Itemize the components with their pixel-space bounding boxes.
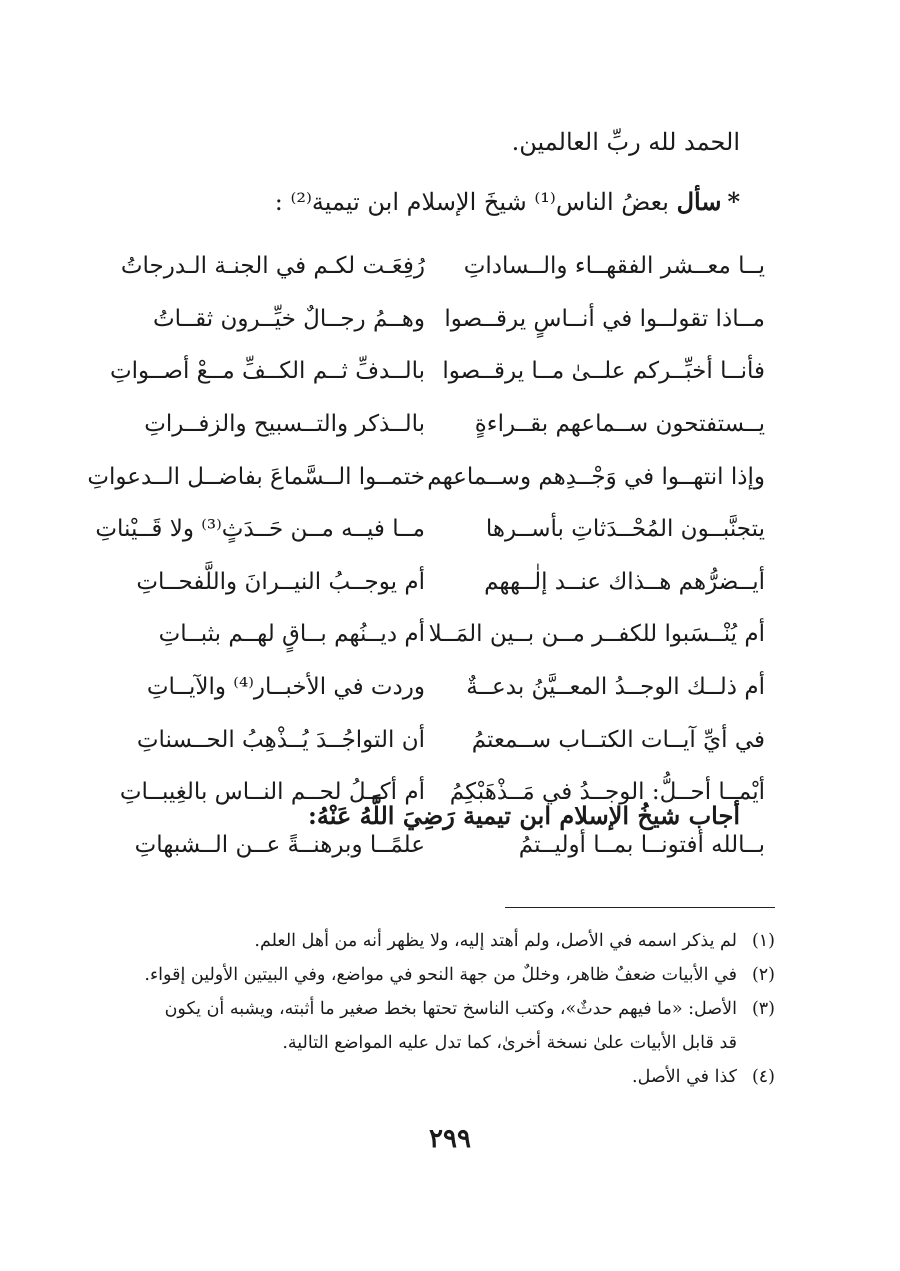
footnote: [115, 924, 775, 958]
verse-first-hemistich: بــالله أفتونــا بمــا أوليــتمُ: [518, 831, 765, 858]
verse-second-hemistich: أم يوجــبُ النيــرانَ واللَّفحــاتِ: [136, 568, 425, 595]
poem-verse: [125, 608, 765, 661]
verse-second-hemistich: علمًــا وبرهنــةً عــن الــشبهاتِ: [134, 831, 425, 858]
poem-verse: [125, 556, 765, 609]
verse-second-hemistich: أن التواجُــدَ يُــذْهِبُ الحــسناتِ: [136, 726, 425, 753]
question-text: بعضُ الناس⁽¹⁾ شيخَ الإسلام ابن تيمية⁽²⁾ :: [274, 188, 677, 216]
footnote: [115, 958, 775, 992]
verse-second-hemistich: ختمــوا الــسَّماعَ بفاضــل الــدعواتِ: [87, 463, 425, 490]
footnote-number: (٣): [751, 999, 775, 1019]
verse-first-hemistich: أيــضرُّهم هــذاك عنــد إلٰــههم: [484, 568, 765, 595]
footnote-text: الأصل: «ما فيهم حدثٌ»، وكتب الناسخ تحتها بخط صغير ما أثبته، ويشبه أن يكون: [164, 999, 737, 1019]
answer-heading: أجاب شيخُ الإسلام ابن تيمية رَضِيَ اللَّهُ عَنْهُ:: [308, 801, 740, 830]
verse-first-hemistich: يــا معــشر الفقهــاء والــساداتِ: [463, 253, 765, 280]
footnote-text: كذا في الأصل.: [632, 1067, 737, 1087]
footnote-number: (٢): [751, 965, 775, 985]
footnote-divider: [505, 907, 775, 908]
poem-verse: [95, 503, 765, 556]
poem-verse: [110, 345, 765, 398]
verse-second-hemistich: بالــدفِّ ثــم الكــفِّ مــعْ أصــواتِ: [110, 358, 425, 385]
footnote: [115, 1060, 775, 1094]
poem-verse: [125, 713, 765, 766]
verse-first-hemistich: أيْمــا أحــلُّ: الوجــدُ في مَــذْهَبْكِمُ: [449, 779, 765, 806]
poem-verse: [87, 450, 765, 503]
verse-second-hemistich: وردت في الأخبــار⁽⁴⁾ والآيــاتِ: [146, 674, 425, 701]
question-line: [100, 182, 740, 222]
verse-first-hemistich: فأنــا أخبِّــركم علــىٰ مــا يرقــصوا: [442, 358, 765, 385]
verse-second-hemistich: بالــذكر والتــسبيح والزفــراتِ: [144, 411, 425, 438]
verse-second-hemistich: وهــمُ رجــالٌ خيِّــرون ثقــاتُ: [153, 305, 425, 332]
question-lead: سأل: [676, 187, 722, 216]
verse-first-hemistich: أم يُنْــسَبوا للكفــر مــن بــين المَــلا: [428, 621, 765, 648]
verse-first-hemistich: وإذا انتهــوا في وَجْــدِهم وســماعهم: [427, 463, 765, 490]
verse-first-hemistich: في أيِّ آيــات الكتــاب ســمعتمُ: [471, 726, 765, 753]
poem-verse: [125, 293, 765, 346]
verse-first-hemistich: يتجنَّبــون المُحْــدَثاتِ بأســرها: [485, 516, 765, 543]
footnote-continuation: قد قابل الأبيات علىٰ نسخة أخرىٰ، كما تدل عليه المواضع التالية.: [282, 1033, 737, 1053]
verse-first-hemistich: أم ذلــك الوجــدُ المعــيَّنُ بدعــةٌ: [466, 674, 765, 701]
footnote-number: (١): [751, 931, 775, 951]
verse-second-hemistich: أم أكــلُ لحــم النــاس بالغِيبــاتِ: [119, 779, 425, 806]
asterisk-marker: *: [727, 187, 740, 216]
closing-line: الحمد لله ربِّ العالمين.: [511, 128, 740, 156]
verse-second-hemistich: أم ديــنُهم بــاقٍ لهــم بثبــاتِ: [158, 621, 425, 648]
poem-verse: [120, 240, 765, 293]
verse-second-hemistich: مــا فيــه مــن حَــدَثٍ⁽³⁾ ولا قَــيْناتِ: [95, 516, 425, 543]
poem-verse: [125, 398, 765, 451]
footnote-number: (٤): [751, 1067, 775, 1087]
poem: [87, 240, 765, 871]
footnote: [115, 992, 775, 1026]
poem-verse: [125, 661, 765, 714]
verse-first-hemistich: يــستفتحون ســماعهم بقــراءةٍ: [474, 411, 765, 438]
footnote-text: في الأبيات ضعفٌ ظاهر، وخللٌ من جهة النحو في مواضع، وفي البيتين الأولين إقواء.: [144, 965, 737, 985]
footnote-text: لم يذكر اسمه في الأصل، ولم أهتد إليه، ولا يظهر أنه من أهل العلم.: [254, 931, 737, 951]
verse-first-hemistich: مــاذا تقولــوا في أنــاسٍ يرقــصوا: [444, 305, 765, 332]
page-number: ٢٩٩: [429, 1124, 471, 1154]
verse-second-hemistich: رُفِعَـت لكـم في الجنـة الـدرجاتُ: [120, 253, 425, 280]
footnotes: [115, 924, 775, 1094]
